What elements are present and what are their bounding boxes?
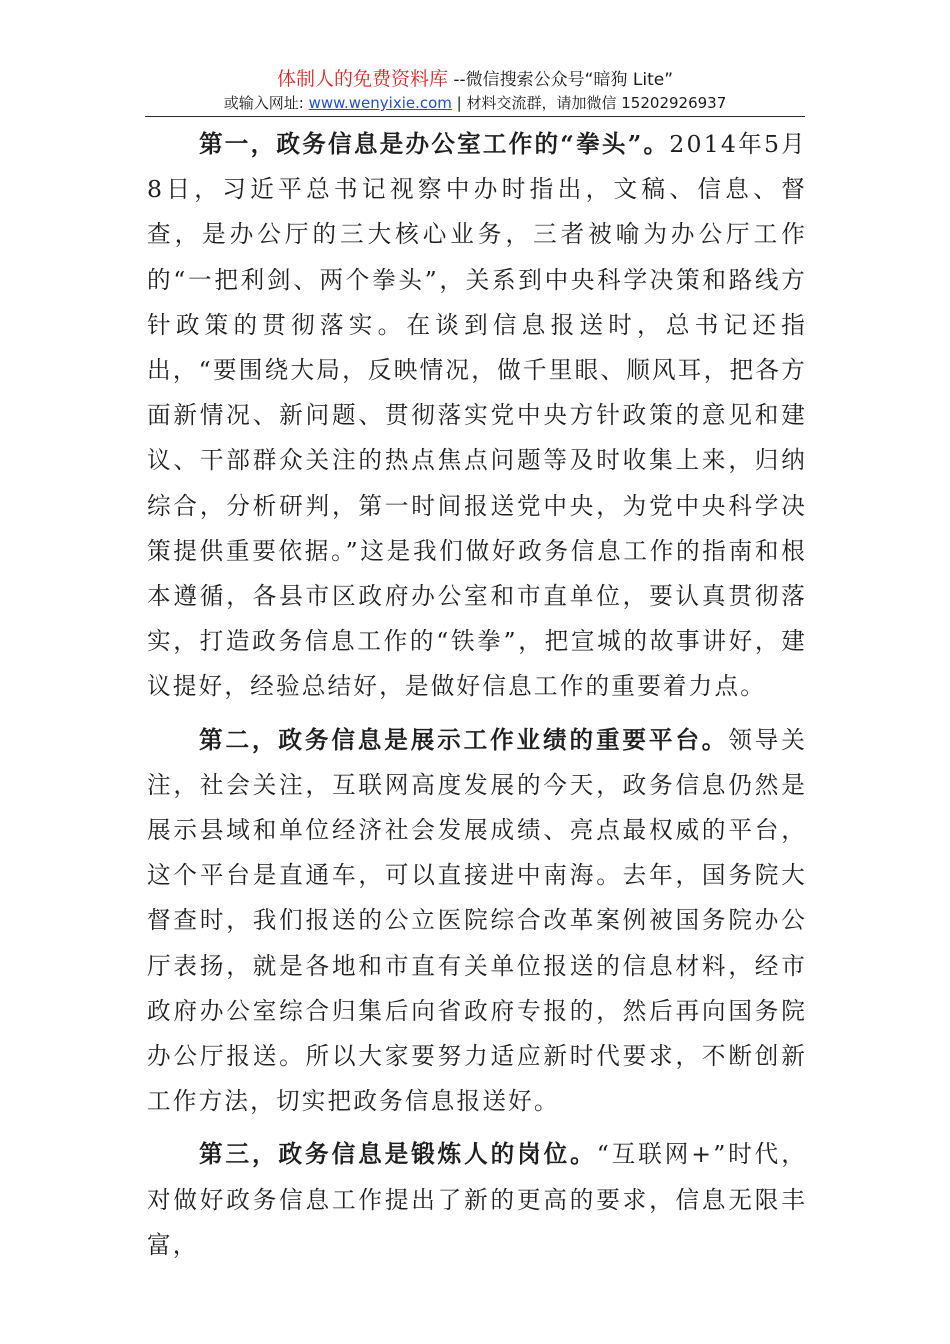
paragraph-2-text: 领导关注，社会关注，互联网高度发展的今天，政务信息仍然是展示县域和单位经济社会发展成绩、亮点最权威的平台，这个平台是直通车，可以直接进中南海。去年，国务院大督查时，我们报送的公立医院综合改革案例被国务院办公厅表扬，就是各地和市直有关单位报送的信息材料，经市政府办公室综合归集后向省政府专报的，然后再向国务院办公厅报送。所以大家要努力适应新时代要求，不断创新工作方法，切实把政务信息报送好。 xyxy=(147,725,808,1116)
header-divider xyxy=(145,116,805,117)
header-url-link[interactable]: www.wenyixie.com xyxy=(308,94,452,112)
paragraph-1 xyxy=(147,122,807,710)
paragraph-3 xyxy=(147,1132,807,1268)
header-contact: | 材料交流群，请加微信 15202926937 xyxy=(451,94,727,112)
document-body xyxy=(147,122,807,1268)
header-contact-line xyxy=(0,92,950,114)
paragraph-3-text: “互联网+”时代，对做好政务信息工作提出了新的更高的要求，信息无限丰富， xyxy=(147,1140,807,1259)
header-brand-line xyxy=(0,66,950,92)
page-header xyxy=(0,66,950,114)
header-brand: 体制人的免费资料库 xyxy=(276,68,448,90)
header-url-prefix: 或输入网址: xyxy=(223,94,309,112)
paragraph-2 xyxy=(147,718,807,1125)
header-tagline: --微信搜索公众号“暗狗 Lite” xyxy=(448,70,674,90)
paragraph-3-lead: 第三，政务信息是锻炼人的岗位。 xyxy=(199,1140,597,1169)
paragraph-1-text: 2014年5月8日，习近平总书记视察中办时指出，文稿、信息、督查，是办公厅的三大核心业务，三者被喻为办公厅工作的“一把利剑、两个拳头”，关系到中央科学决策和路线方针政策的贯彻落实。在谈到信息报送时，总书记还指出，“要围绕大局，反映情况，做千里眼、顺风耳，把各方面新情况、新问题、贯彻落实党中央方针政策的意见和建议、干部群众关注的热点焦点问题等及时收集上来，归纳综合，分析研判，第一时间报送党中央，为党中央科学决策提供重要依据。”这是我们做好政务信息工作的指南和根本遵循，各县市区政府办公室和市直单位，要认真贯彻落实，打造政务信息工作的“铁拳”，把宣城的故事讲好，建议提好，经验总结好，是做好信息工作的重要着力点。 xyxy=(147,130,807,701)
paragraph-1-lead: 第一，政务信息是办公室工作的“拳头”。 xyxy=(199,130,670,158)
paragraph-2-lead: 第二，政务信息是展示工作业绩的重要平台。 xyxy=(199,725,729,754)
